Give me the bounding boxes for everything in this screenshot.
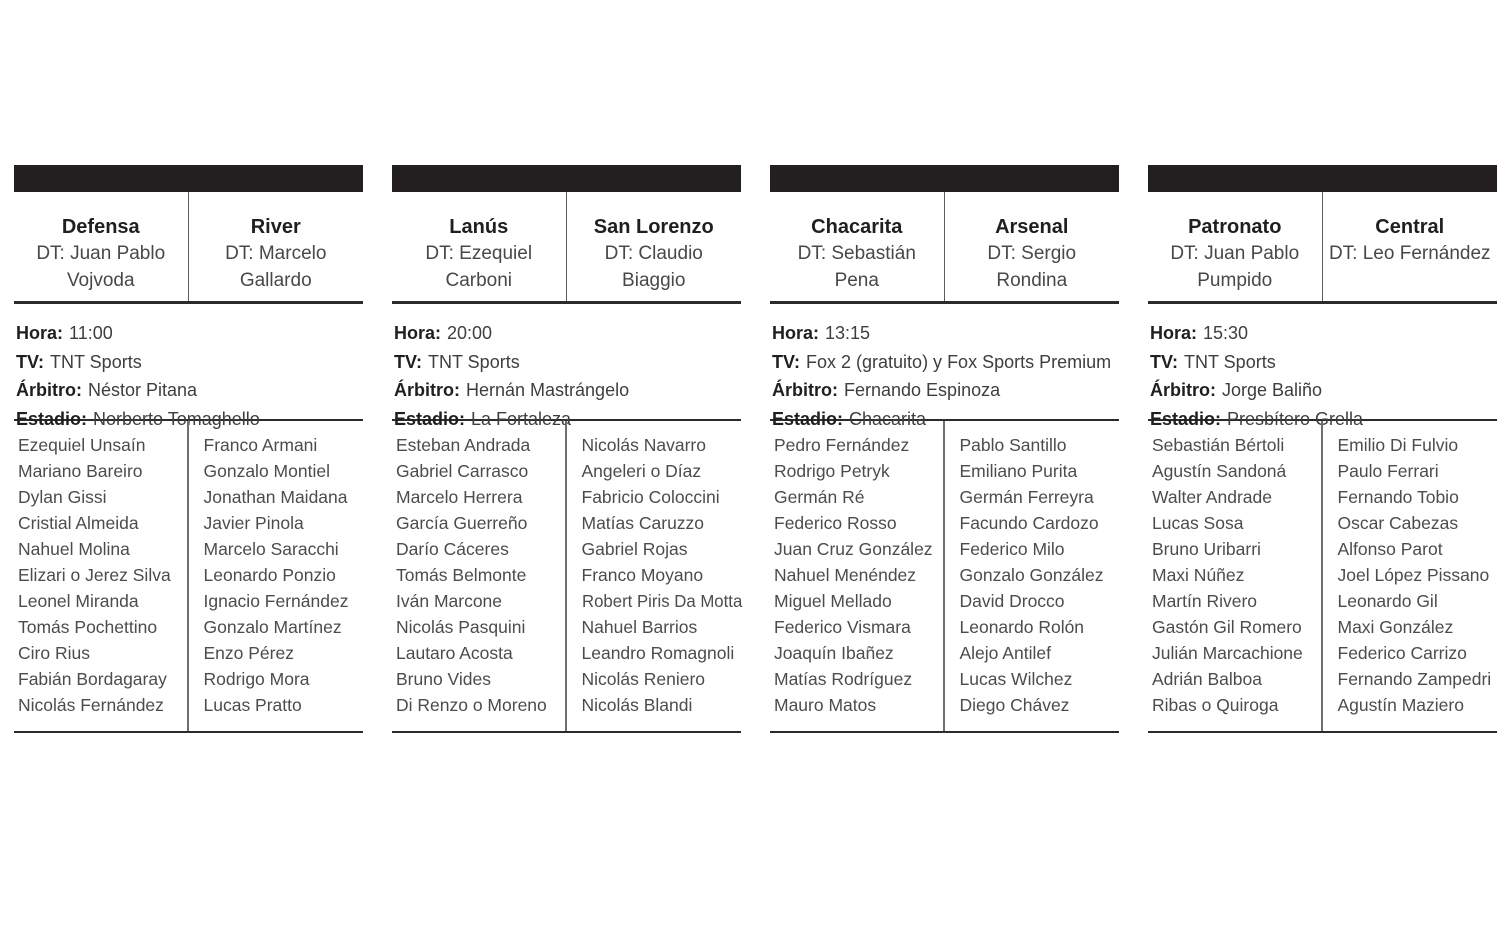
info-tv [16,348,363,377]
player-name: Lucas Wilchez [959,669,1073,689]
match-info [392,304,741,429]
player-name: Gabriel Carrasco [396,461,529,481]
player-name: Matías Rodríguez [774,669,913,689]
info-hora [16,319,363,348]
player-name: Oscar Cabezas [1337,513,1459,533]
info-tv-value: TNT Sports [1184,351,1276,372]
team-away-name: Central [1375,216,1445,238]
team-away [1323,192,1498,301]
info-tv-label: TV: [394,351,423,372]
player-name: Nicolás Reniero [581,669,706,689]
info-arbitro-value: Néstor Pitana [88,380,198,400]
info-hora-label: Hora: [394,323,442,343]
info-arbitro-label: Árbitro: [1150,380,1216,400]
player-name: Gastón Gil Romero [1152,617,1302,637]
team-away [567,192,742,301]
player-name: Gonzalo Montiel [203,461,330,481]
info-hora-label: Hora: [1150,323,1198,343]
team-home-coach: DT: Juan Pablo Pumpido [1170,243,1300,291]
player-name: Gonzalo González [959,565,1104,585]
info-tv-value: TNT Sports [50,351,142,372]
player-name: Bruno Vides [396,669,492,689]
player-name: Fabián Bordagaray [18,669,167,689]
player-name: Joel López Pissano [1337,565,1490,585]
info-arbitro-label: Árbitro: [394,380,460,400]
card-header-bar [14,165,363,192]
player-name: Di Renzo o Moreno [396,695,547,715]
info-tv-label: TV: [16,351,45,372]
team-home-name: Chacarita [811,216,903,238]
team-home-coach: DT: Sebastián Pena [797,243,916,291]
player-name: Sebastián Bértoli [1152,435,1285,455]
team-away-name: Arsenal [995,216,1069,238]
player-name: Mariano Bareiro [18,461,143,481]
team-away-name: San Lorenzo [593,216,714,238]
player-name: Leonardo Gil [1337,591,1438,611]
player-name: Nahuel Menéndez [774,565,917,585]
player-name: Nahuel Molina [18,539,130,559]
player-name: Elizari o Jerez Silva [18,565,171,585]
team-home-name: Lanús [449,216,509,238]
lineups [1148,419,1497,733]
team-home-name: Defensa [61,216,140,238]
player-name: Matías Caruzzo [581,513,705,533]
info-tv [1150,348,1497,377]
info-estadio-label: Estadio: [394,408,466,429]
player-name: Nicolás Fernández [18,695,164,715]
info-arbitro [772,376,1119,405]
player-name: Walter Andrade [1152,487,1272,507]
info-hora [1150,319,1497,348]
lineup-away [945,421,1120,731]
match-card-patronato-central [1148,165,1497,733]
team-away-coach: DT: Sergio Rondina [987,243,1077,291]
player-name: Tomás Belmonte [396,565,527,585]
info-arbitro [1150,376,1497,405]
info-estadio-label: Estadio: [1150,408,1222,429]
info-arbitro [394,376,741,405]
info-arbitro [16,376,363,405]
player-name: Angeleri o Díaz [581,461,702,481]
player-name: Alfonso Parot [1337,539,1443,559]
teams-header [392,192,741,304]
info-hora [772,319,1119,348]
player-name: Esteban Andrada [396,435,531,455]
team-home-coach: DT: Ezequiel Carboni [425,243,533,291]
team-away-coach: DT: Claudio Biaggio [604,243,703,291]
lineup-home [392,421,567,731]
player-name: Diego Chávez [959,695,1070,715]
lineups [14,419,363,733]
match-card-lanus-sanlorenzo [392,165,741,733]
lineup-away [189,421,364,731]
team-away-name: River [250,216,301,238]
match-card-defensa-river [14,165,363,733]
info-estadio-value: La Fortaleza [471,408,572,429]
player-name: Cristial Almeida [18,513,139,533]
info-estadio-value: Presbítero Grella [1227,408,1364,429]
match-info [14,304,363,429]
player-name: Emilio Di Fulvio [1337,435,1459,455]
player-name: Enzo Pérez [203,643,294,663]
player-name: Fabricio Coloccini [581,487,720,507]
player-name: Jonathan Maidana [203,487,348,507]
lineup-home [1148,421,1323,731]
player-name: Julián Marcachione [1152,643,1303,663]
player-name: Marcelo Herrera [396,487,523,507]
player-name: Leandro Romagnoli [581,643,735,663]
team-away [189,192,364,301]
info-hora-value: 20:00 [447,323,493,343]
player-name: Leonardo Ponzio [203,565,336,585]
team-home [1148,192,1323,301]
info-hora [394,319,741,348]
player-name: Germán Ferreyra [959,487,1094,507]
player-name: Ezequiel Unsaín [18,435,146,455]
player-name: Rodrigo Petryk [774,461,890,481]
player-name: Martín Rivero [1152,591,1258,611]
info-hora-label: Hora: [772,323,820,343]
player-name: Adrián Balboa [1152,669,1262,689]
teams-header [1148,192,1497,304]
lineup-away [567,421,742,731]
info-estadio-label: Estadio: [16,408,88,429]
info-arbitro-label: Árbitro: [772,380,838,400]
player-name: Iván Marcone [396,591,503,611]
player-name: Paulo Ferrari [1337,461,1439,481]
player-name: Nahuel Barrios [581,617,698,637]
player-name: Pedro Fernández [774,435,910,455]
player-name: Juan Cruz González [774,539,933,559]
lineups [770,419,1119,733]
info-hora-value: 15:30 [1203,323,1249,343]
info-hora-value: 13:15 [825,323,871,343]
player-name: García Guerreño [396,513,528,533]
card-header-bar [770,165,1119,192]
player-name: Federico Milo [959,539,1065,559]
player-name: Franco Moyano [581,565,704,585]
player-name: Emiliano Purita [959,461,1078,481]
player-name: Ciro Rius [18,643,90,663]
card-header-bar [392,165,741,192]
player-name: Agustín Maziero [1337,695,1464,715]
team-home [392,192,567,301]
player-name: Bruno Uribarri [1152,539,1261,559]
player-name: Germán Ré [774,487,865,507]
player-name: Leonel Miranda [18,591,139,611]
player-name: Maxi González [1337,617,1454,637]
player-name: Franco Armani [203,435,318,455]
player-name: Mauro Matos [774,695,877,715]
player-name: Marcelo Saracchi [203,539,339,559]
player-name: Federico Rosso [774,513,897,533]
player-name: Tomás Pochettino [18,617,158,637]
team-home [14,192,189,301]
player-name: Robert Piris Da Motta [581,591,742,611]
info-arbitro-value: Fernando Espinoza [844,380,1001,400]
info-estadio-value: Chacarita [849,408,927,429]
info-tv-value: Fox 2 (gratuito) y Fox Sports Premium [806,351,1112,372]
player-name: Rodrigo Mora [203,669,310,689]
player-name: Ribas o Quiroga [1152,695,1279,715]
player-name: Federico Carrizo [1337,643,1467,663]
player-name: Maxi Núñez [1152,565,1245,585]
player-name: Gonzalo Martínez [203,617,342,637]
lineups [392,419,741,733]
info-estadio-label: Estadio: [772,408,844,429]
player-name: Facundo Cardozo [959,513,1099,533]
player-name: Ignacio Fernández [203,591,349,611]
player-name: Dylan Gissi [18,487,107,507]
info-tv-value: TNT Sports [428,351,520,372]
player-name: Fernando Tobio [1337,487,1459,507]
player-name: Alejo Antilef [959,643,1051,663]
team-away-coach: DT: Marcelo Gallardo [225,243,327,291]
player-name: Miguel Mellado [774,591,892,611]
player-name: Nicolás Blandi [581,695,693,715]
player-name: David Drocco [959,591,1065,611]
team-home [770,192,945,301]
player-name: Javier Pinola [203,513,304,533]
info-estadio-value: Norberto Tomaghello [93,408,260,429]
info-arbitro-value: Jorge Baliño [1222,380,1323,400]
teams-header [770,192,1119,304]
player-name: Gabriel Rojas [581,539,688,559]
lineup-away [1323,421,1498,731]
match-info [770,304,1119,429]
match-card-chacarita-arsenal [770,165,1119,733]
match-info [1148,304,1497,429]
player-name: Nicolás Pasquini [396,617,526,637]
team-away [945,192,1120,301]
lineup-home [770,421,945,731]
lineup-home [14,421,189,731]
info-arbitro-value: Hernán Mastrángelo [466,380,630,400]
card-header-bar [1148,165,1497,192]
team-away-coach: DT: Leo Fernández [1328,243,1491,264]
team-home-coach: DT: Juan Pablo Vojvoda [36,243,166,291]
player-name: Fernando Zampedri [1337,669,1492,689]
player-name: Joaquín Ibañez [774,643,894,663]
team-home-name: Patronato [1188,216,1282,238]
info-hora-value: 11:00 [69,323,113,343]
player-name: Agustín Sandoná [1152,461,1287,481]
info-tv [394,348,741,377]
info-tv [772,348,1119,377]
teams-header [14,192,363,304]
info-arbitro-label: Árbitro: [16,380,82,400]
player-name: Darío Cáceres [396,539,509,559]
player-name: Leonardo Rolón [959,617,1085,637]
player-name: Pablo Santillo [959,435,1067,455]
info-tv-label: TV: [772,351,801,372]
player-name: Lautaro Acosta [396,643,513,663]
player-name: Federico Vismara [774,617,911,637]
info-tv-label: TV: [1150,351,1179,372]
info-hora-label: Hora: [16,323,64,343]
player-name: Lucas Pratto [203,695,302,715]
player-name: Nicolás Navarro [581,435,706,455]
player-name: Lucas Sosa [1152,513,1244,533]
